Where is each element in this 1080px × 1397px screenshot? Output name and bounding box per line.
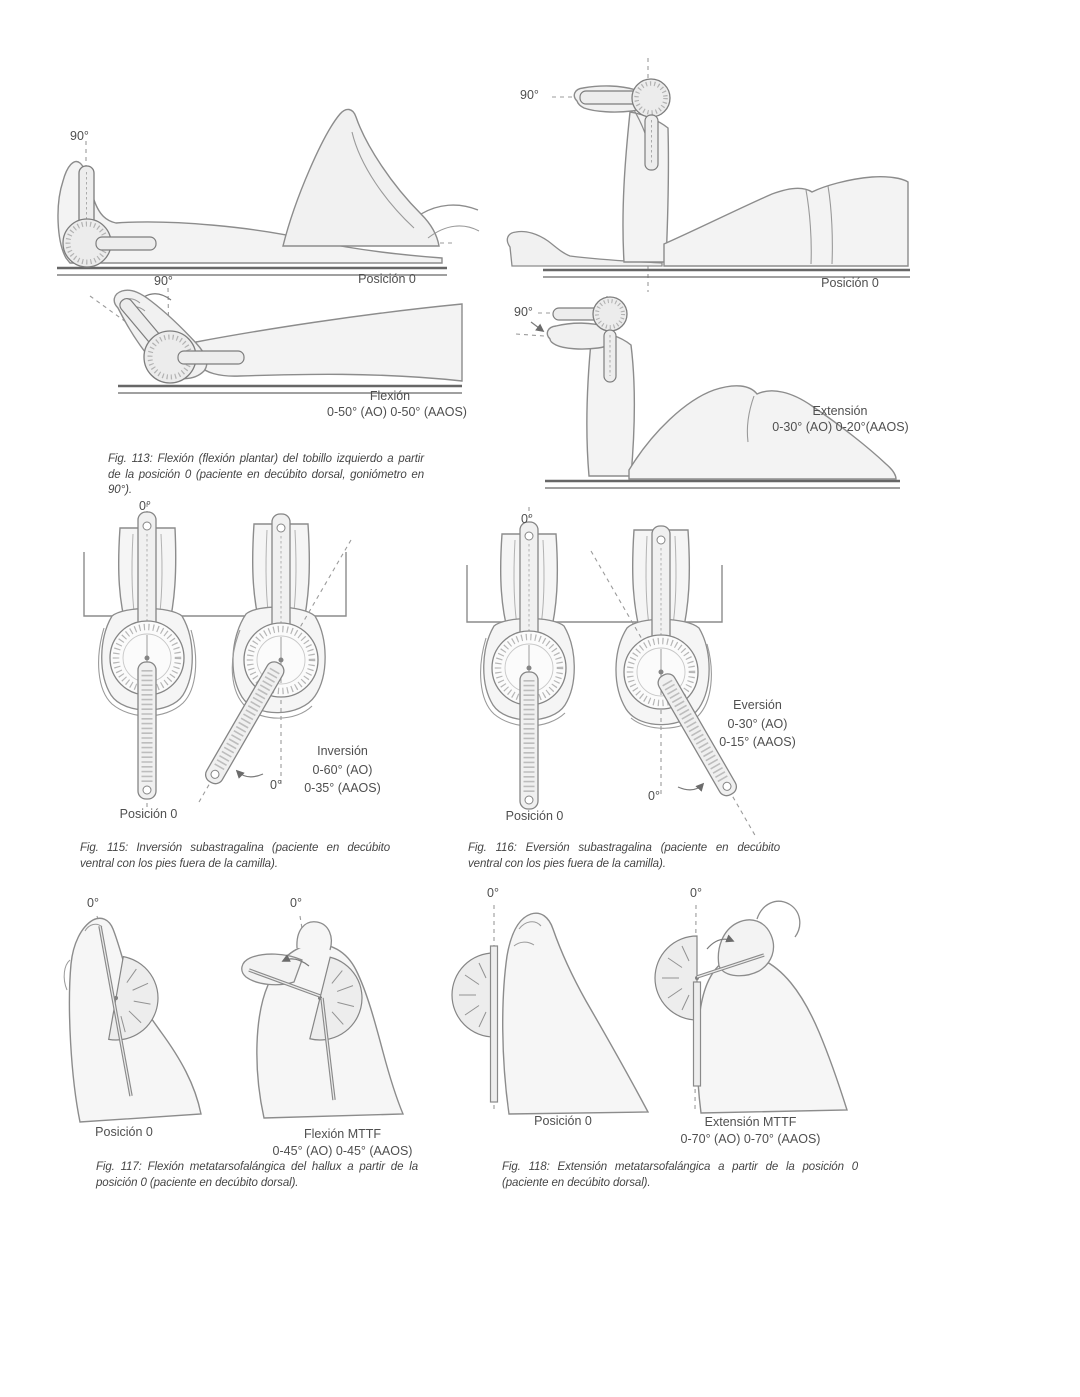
fig113-motion-label: Flexión [369, 389, 411, 403]
fig116-range-block [685, 696, 830, 752]
fig115-range-block [270, 742, 415, 798]
fig116-position0-label: Posición 0 [505, 809, 564, 823]
fig114-angle-bottom-label: 90° [514, 305, 533, 319]
fig113-position0-label: Posición 0 [358, 272, 416, 286]
fig113-range-label: 0-50° (AO) 0-50° (AAOS) [327, 405, 467, 419]
fig115-caption: Fig. 115: Inversión subastragalina (paciente en decúbito ventral con los pies fuera de la camilla). [80, 842, 390, 870]
fig117-zero-left-label: 0° [87, 896, 99, 910]
fig118-motion-label: Extensión MTTF [704, 1115, 797, 1129]
fig113-caption: Fig. 113: Flexión (flexión plantar) del tobillo izquierdo a partir de la posición 0 (paciente en decúbito dorsal, goniómetro en 90°). [108, 453, 424, 496]
fig114-extension-illustration [516, 296, 900, 488]
fig115-zero-top-label: 0° [139, 499, 151, 513]
fig118-range-label: 0-70° (AO) 0-70° (AAOS) [680, 1132, 821, 1146]
fig117-zero-right-label: 0° [290, 896, 302, 910]
fig113-angle-bottom-label: 90° [154, 274, 173, 288]
fig114-position0-label: Posición 0 [821, 276, 879, 290]
fig115-zero-moved-label: 0° [270, 778, 282, 792]
fig117-range-block [270, 1126, 415, 1160]
fig118-zero-left-label: 0° [487, 886, 499, 900]
fig113-flexion-illustration [90, 288, 462, 393]
fig117-range-label: 0-45° (AO) 0-45° (AAOS) [272, 1144, 413, 1158]
fig115-position0-label: Posición 0 [119, 807, 178, 821]
fig116-motion-label: Eversión [733, 698, 782, 712]
fig118-illustration [452, 901, 847, 1114]
fig114-range-label: 0-30° (AO) 0-20°(AAOS) [772, 420, 909, 434]
fig113-position0-illustration [57, 109, 479, 275]
fig117-illustration [64, 916, 403, 1122]
fig118-position0-label: Posición 0 [534, 1114, 592, 1128]
fig114-angle-top-label: 90° [520, 88, 539, 102]
fig114-motion-label: Extensión [812, 404, 868, 418]
fig115-motion-label: Inversión [317, 744, 368, 758]
fig118-range-block [678, 1114, 823, 1148]
fig113-angle-top-label: 90° [70, 129, 89, 143]
fig116-zero-moved-label: 0° [648, 789, 660, 803]
fig115-range-aaos: 0-35° (AAOS) [304, 781, 381, 795]
fig118-zero-right-label: 0° [690, 886, 702, 900]
fig116-zero-top-label: 0° [521, 512, 533, 526]
fig117-motion-label: Flexión MTTF [303, 1127, 382, 1141]
fig116-range-aaos: 0-15° (AAOS) [719, 735, 796, 749]
fig116-range-ao: 0-30° (AO) [727, 716, 788, 731]
fig116-caption: Fig. 116: Eversión subastragalina (paciente en decúbito ventral con los pies fuera de la camilla). [468, 842, 780, 870]
fig117-caption: Fig. 117: Flexión metatarsofalángica del hallux a partir de la posición 0 (paciente en decúbito dorsal). [96, 1161, 418, 1189]
fig115-range-ao: 0-60° (AO) [312, 762, 373, 777]
fig116-illustration [467, 507, 756, 837]
fig117-position0-label: Posición 0 [95, 1125, 153, 1139]
fig114-position0-illustration [507, 58, 910, 292]
fig118-caption: Fig. 118: Extensión metatarsofalángica a partir de la posición 0 (paciente en decúbito dorsal). [502, 1161, 858, 1189]
